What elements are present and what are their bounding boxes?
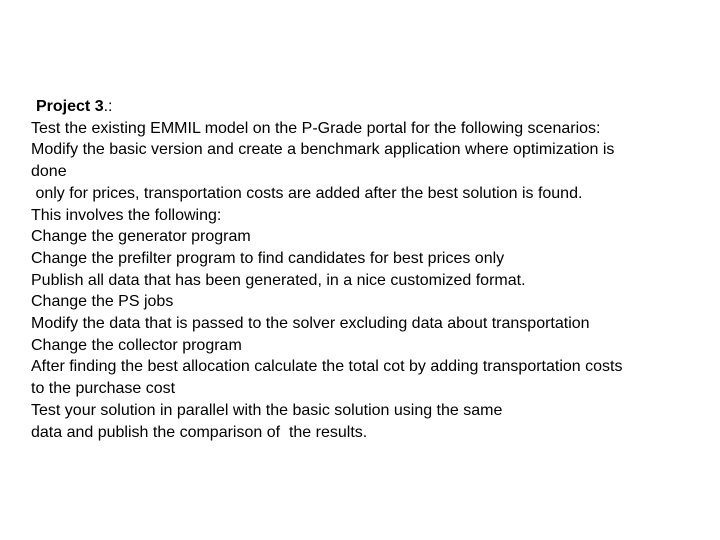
project-description (31, 96, 706, 443)
text-line: This involves the following: (31, 206, 222, 224)
text-line: After finding the best allocation calculate the total cot by adding transportation costs (31, 358, 623, 376)
text-line: Test the existing EMMIL model on the P-Grade portal for the following scenarios: (31, 119, 601, 137)
text-line: only for prices, transportation costs are added after the best solution is found. (31, 184, 583, 202)
text-line: Modify the basic version and create a benchmark application where optimization is (31, 141, 615, 159)
text-line: Change the PS jobs (31, 293, 174, 311)
text-line: Change the prefilter program to find candidates for best prices only (31, 249, 505, 267)
project-title-bold: Project 3 (36, 98, 104, 115)
text-line: Modify the data that is passed to the solver excluding data about transportation (31, 315, 590, 333)
project-title-suffix: .: (103, 98, 113, 115)
text-line: Change the generator program (31, 228, 251, 246)
text-line: Change the collector program (31, 336, 242, 354)
text-line: Test your solution in parallel with the basic solution using the same (31, 401, 503, 419)
project-title (31, 96, 706, 118)
text-line: done (31, 163, 67, 181)
text-line: data and publish the comparison of the results. (31, 423, 368, 441)
text-line: Publish all data that has been generated, in a nice customized format. (31, 271, 526, 289)
text-line: to the purchase cost (31, 380, 176, 398)
